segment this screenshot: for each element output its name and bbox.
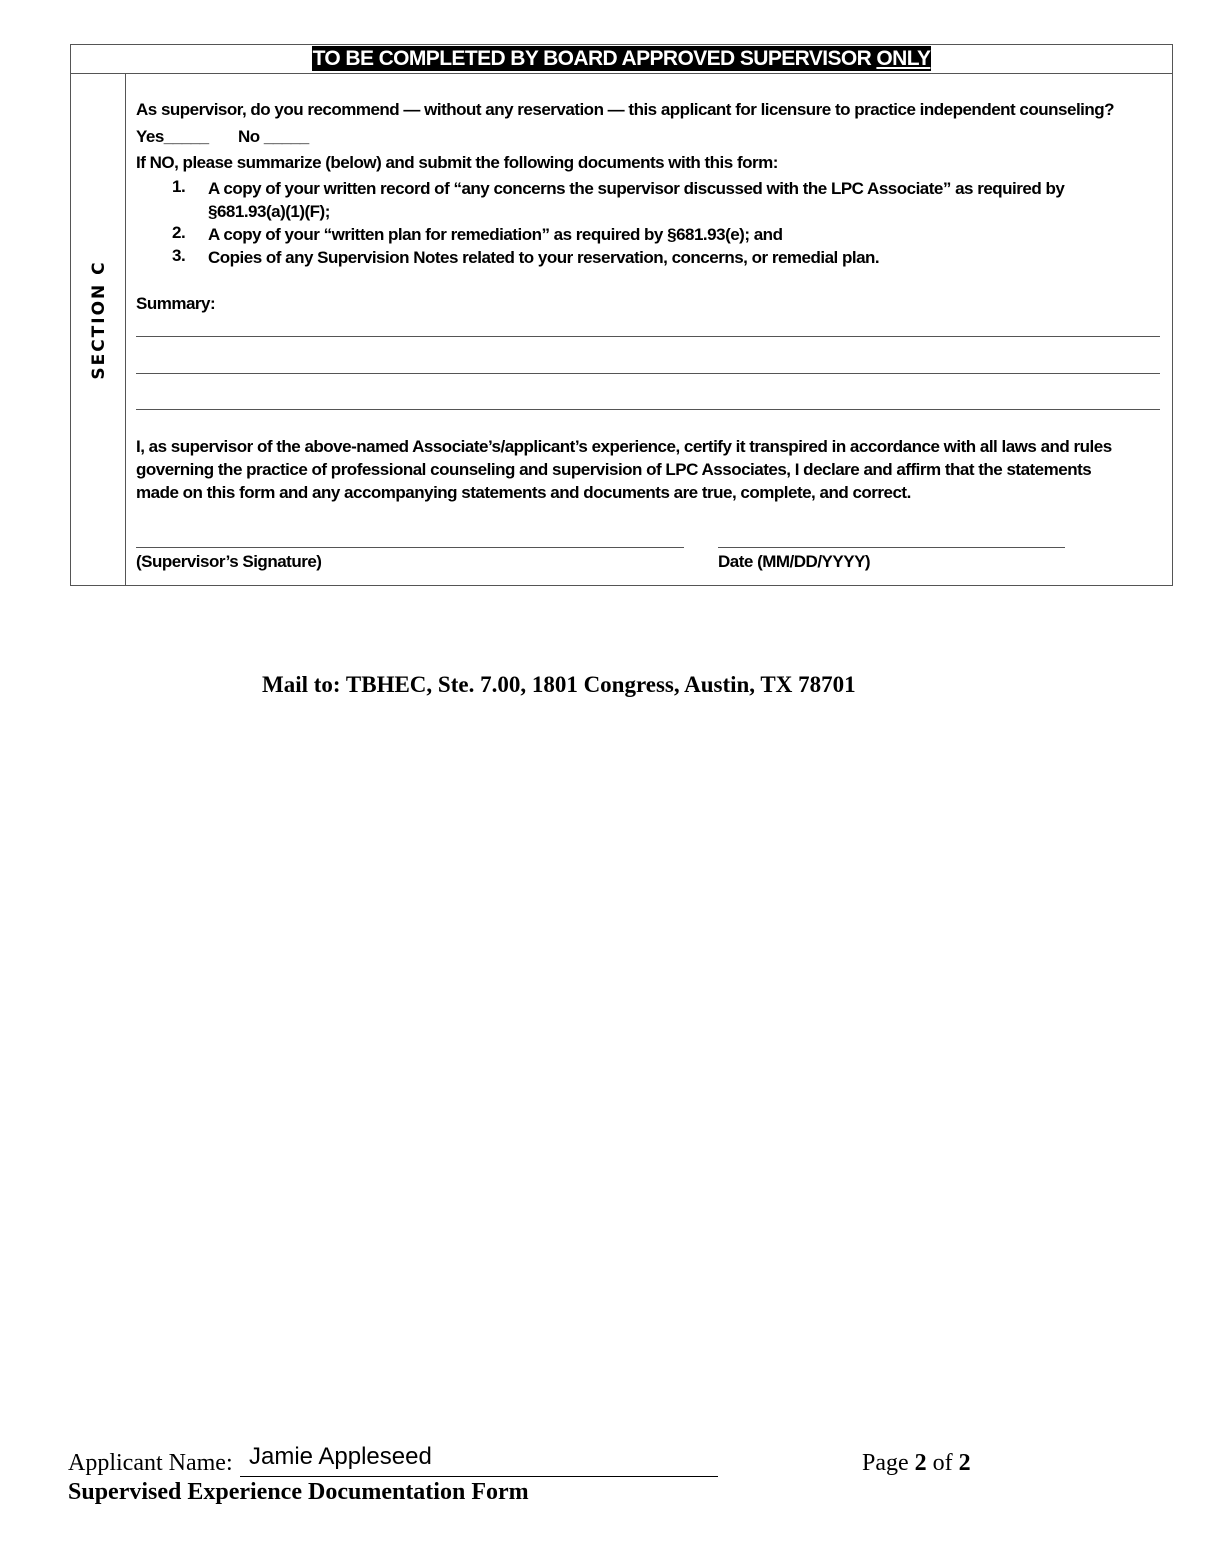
form-title: Supervised Experience Documentation Form bbox=[68, 1479, 529, 1505]
signature-label: (Supervisor’s Signature) bbox=[136, 552, 322, 571]
summary-line[interactable] bbox=[136, 336, 1160, 337]
section-c-box bbox=[70, 44, 1173, 586]
summary-line[interactable] bbox=[136, 409, 1160, 410]
certification-line: governing the practice of professional counseling and supervision of LPC Associates, I declare and affirm that the statements bbox=[136, 460, 1092, 479]
page-total: 2 bbox=[958, 1450, 971, 1476]
if-no-instruction: If NO, please summarize (below) and submit the following documents with this form: bbox=[136, 153, 778, 172]
mail-to-address: Mail to: TBHEC, Ste. 7.00, 1801 Congress, Austin, TX 78701 bbox=[262, 672, 856, 697]
recommend-question: As supervisor, do you recommend — without any reservation — this applicant for licensure to practice independent counseling? bbox=[136, 100, 1115, 119]
signature-line[interactable] bbox=[136, 547, 684, 548]
header-banner bbox=[312, 46, 932, 71]
list-item: A copy of your written record of “any concerns the supervisor discussed with the LPC Associate” as required by bbox=[208, 179, 1065, 198]
list-item: A copy of your “written plan for remediation” as required by §681.93(e); and bbox=[208, 225, 783, 244]
header-emphasis: ONLY bbox=[876, 47, 931, 70]
page-of: of bbox=[926, 1450, 959, 1476]
page-current: 2 bbox=[914, 1450, 927, 1476]
certification-line: made on this form and any accompanying statements and documents are true, complete, and correct. bbox=[136, 483, 911, 502]
certification-line: I, as supervisor of the above-named Associate’s/applicant’s experience, certify it transpired in accordance with all laws and rules bbox=[136, 437, 1112, 456]
applicant-name-label: Applicant Name: bbox=[68, 1450, 233, 1476]
list-item: Copies of any Supervision Notes related to your reservation, concerns, or remedial plan. bbox=[208, 248, 880, 267]
section-header bbox=[71, 45, 1172, 74]
date-line[interactable] bbox=[718, 547, 1065, 548]
page-number bbox=[862, 1450, 971, 1477]
applicant-name-line bbox=[240, 1476, 718, 1477]
summary-label: Summary: bbox=[136, 294, 216, 313]
page-prefix: Page bbox=[862, 1450, 915, 1476]
list-item-continued: §681.93(a)(1)(F); bbox=[208, 202, 330, 221]
date-label: Date (MM/DD/YYYY) bbox=[718, 552, 871, 571]
applicant-name-field[interactable]: Jamie Appleseed bbox=[249, 1443, 432, 1470]
list-item-number: 3. bbox=[172, 246, 186, 265]
no-field[interactable]: No _____ bbox=[238, 127, 309, 146]
header-text: TO BE COMPLETED BY BOARD APPROVED SUPERVISOR bbox=[312, 47, 877, 70]
section-side-column bbox=[71, 74, 126, 585]
summary-line[interactable] bbox=[136, 373, 1160, 374]
yes-field[interactable]: Yes_____ bbox=[136, 127, 209, 146]
section-label: SECTION C bbox=[89, 260, 109, 380]
list-item-number: 2. bbox=[172, 223, 186, 242]
list-item-number: 1. bbox=[172, 177, 186, 196]
